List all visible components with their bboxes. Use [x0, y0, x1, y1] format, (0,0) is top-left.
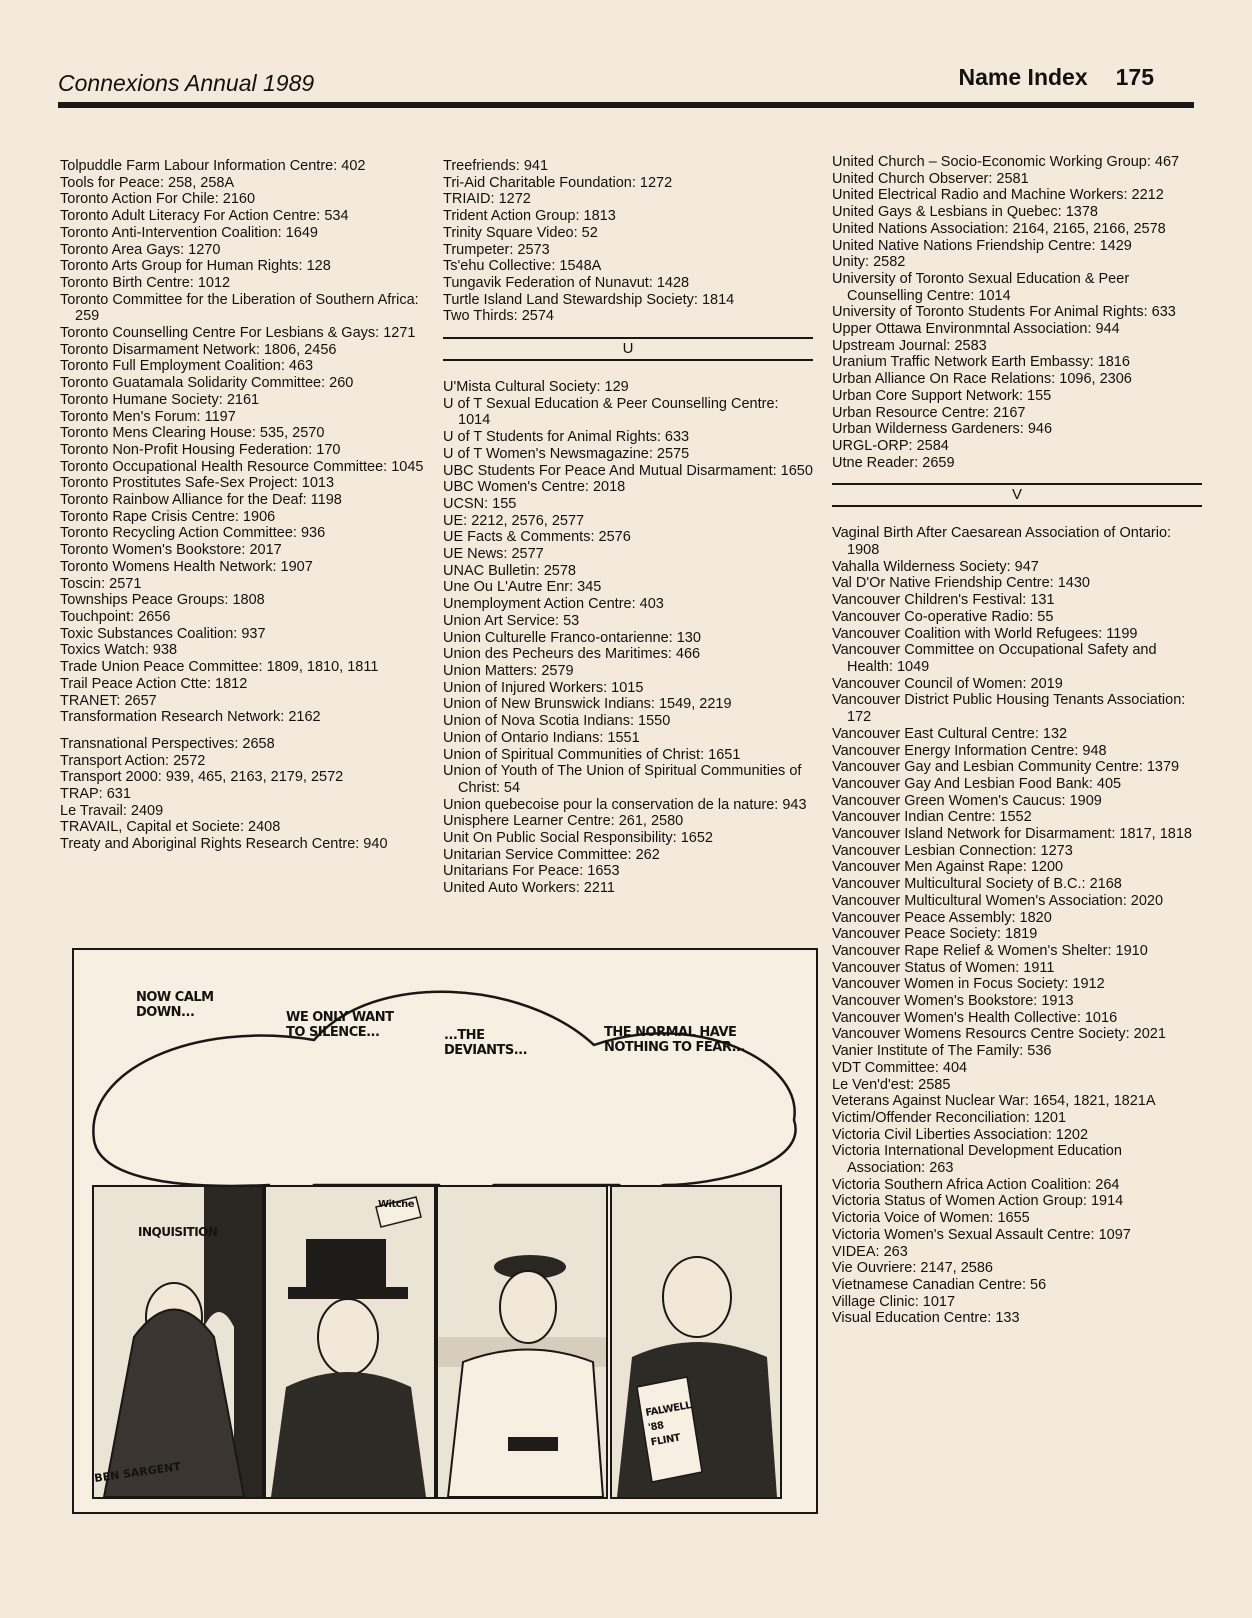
index-entry: Vancouver Women's Health Collective: 1016	[832, 1009, 1118, 1026]
index-entry: United Nations Association: 2164, 2165, 2166, 2578	[832, 220, 1166, 237]
page-number: 175	[1115, 64, 1154, 90]
index-entry: UBC Women's Centre: 2018	[443, 479, 626, 496]
index-entry: Vancouver District Public Housing Tenants Association: 172	[832, 692, 1186, 726]
index-entry: Victoria Voice of Women: 1655	[832, 1210, 1030, 1227]
index-entry: Union Culturelle Franco-ontarienne: 130	[443, 629, 701, 646]
index-entry: U of T Women's Newsmagazine: 2575	[443, 445, 690, 462]
index-entry: Union of Nova Scotia Indians: 1550	[443, 713, 671, 730]
index-entry: Vancouver Coalition with World Refugees: 1199	[832, 625, 1138, 642]
index-entry: Toronto Full Employment Coalition: 463	[60, 358, 314, 375]
index-entry: Union quebecoise pour la conservation de la nature: 943	[443, 796, 807, 813]
caption-2: WE ONLY WANT TO SILENCE...	[286, 1010, 394, 1040]
index-entry: Toronto Arts Group for Human Rights: 128	[60, 258, 331, 275]
index-entry: Vancouver Peace Society: 1819	[832, 926, 1038, 943]
index-entry: Victoria Civil Liberties Association: 1202	[832, 1126, 1089, 1143]
index-entry: Victoria Status of Women Action Group: 1914	[832, 1193, 1124, 1210]
index-entry: Urban Core Support Network: 155	[832, 387, 1052, 404]
index-entry: Vancouver Children's Festival: 131	[832, 592, 1055, 609]
index-entry: Vancouver Energy Information Centre: 948	[832, 742, 1107, 759]
index-entry: United Church – Socio-Economic Working Group: 467	[832, 154, 1180, 170]
caption-4: THE NORMAL HAVE NOTHING TO FEAR...	[604, 1025, 745, 1055]
index-entry: United Gays & Lesbians in Quebec: 1378	[832, 204, 1098, 221]
index-entry: Trumpeter: 2573	[443, 241, 550, 258]
index-entry: Transport Action: 2572	[60, 752, 206, 769]
index-entry: Unisphere Learner Centre: 261, 2580	[443, 813, 684, 830]
index-entry: Toronto Mens Clearing House: 535, 2570	[60, 425, 325, 442]
header-publication: Connexions Annual 1989	[58, 70, 315, 96]
index-entry: Toscin: 2571	[60, 575, 142, 592]
caption-1: NOW CALM DOWN...	[136, 990, 214, 1020]
cartoon-panel-puritan	[264, 1185, 436, 1499]
index-entry: UBC Students For Peace And Mutual Disarmament: 1650	[443, 462, 813, 479]
index-column-3	[832, 154, 1202, 1327]
index-entry: Treaty and Aboriginal Rights Research Centre: 940	[60, 836, 388, 853]
index-entry: Union of Injured Workers: 1015	[443, 679, 644, 696]
index-entry: Vaginal Birth After Caesarean Association of Ontario: 1908	[832, 525, 1172, 559]
index-entry: Uranium Traffic Network Earth Embassy: 1816	[832, 354, 1130, 371]
index-entry: Toronto Counselling Centre For Lesbians & Gays: 1271	[60, 325, 416, 342]
index-entry: Urban Wilderness Gardeners: 946	[832, 421, 1053, 438]
editorial-cartoon	[72, 948, 818, 1514]
index-entry: Unitarians For Peace: 1653	[443, 863, 620, 880]
index-entry: Vancouver Rape Relief & Women's Shelter: 1910	[832, 942, 1148, 959]
index-entry: Vancouver Multicultural Women's Association: 2020	[832, 892, 1164, 909]
index-entry: Toronto Anti-Intervention Coalition: 1649	[60, 224, 318, 241]
index-entry: Vancouver Status of Women: 1911	[832, 959, 1055, 976]
index-entry: Tools for Peace: 258, 258A	[60, 174, 235, 191]
index-entry: Victim/Offender Reconciliation: 1201	[832, 1109, 1067, 1126]
index-entry: Toronto Recycling Action Committee: 936	[60, 525, 326, 542]
index-entry: Two Thirds: 2574	[443, 308, 554, 325]
index-entry: Victoria Women's Sexual Assault Centre: 1097	[832, 1226, 1131, 1243]
index-entry: Le Travail: 2409	[60, 802, 164, 819]
index-entry: Vancouver Women's Bookstore: 1913	[832, 993, 1074, 1010]
index-entry: Unit On Public Social Responsibility: 1652	[443, 830, 713, 847]
index-entry: Turtle Island Land Stewardship Society: 1814	[443, 291, 735, 308]
index-entry: UE News: 2577	[443, 546, 544, 563]
index-entry: Toronto Men's Forum: 1197	[60, 408, 236, 425]
index-entry: Val D'Or Native Friendship Centre: 1430	[832, 575, 1090, 592]
index-entry: UE Facts & Comments: 2576	[443, 529, 631, 546]
cartoon-panel-preacher	[610, 1185, 782, 1499]
index-entry: Urban Alliance On Race Relations: 1096, 2306	[832, 371, 1132, 388]
index-entry: University of Toronto Sexual Education & Peer Counselling Centre: 1014	[832, 270, 1130, 304]
index-entry: Victoria Southern Africa Action Coalition: 264	[832, 1176, 1120, 1193]
entry-spacer	[60, 726, 430, 736]
index-entry: Toronto Area Gays: 1270	[60, 241, 221, 258]
index-entry: Vancouver Gay and Lesbian Community Centre: 1379	[832, 759, 1180, 776]
header-right	[959, 64, 1154, 91]
index-entry: UCSN: 155	[443, 495, 517, 512]
index-entry: TRAP: 631	[60, 786, 131, 803]
index-entry: Vancouver Women in Focus Society: 1912	[832, 976, 1105, 993]
index-entry: TRIAID: 1272	[443, 191, 531, 208]
section-letter-v: V	[832, 483, 1202, 507]
cartoon-panel-monk	[92, 1185, 264, 1499]
panel-label-inquisition: INQUISITION	[138, 1225, 218, 1239]
cartoonist-signature: BEN SARGENT	[93, 1460, 182, 1485]
index-entry: Toxic Substances Coalition: 937	[60, 625, 266, 642]
index-entry: Vancouver Men Against Rape: 1200	[832, 859, 1064, 876]
index-entry: United Church Observer: 2581	[832, 170, 1029, 187]
caption-3: ...THE DEVIANTS...	[444, 1028, 528, 1058]
index-entry: Village Clinic: 1017	[832, 1293, 956, 1310]
index-entry: Toronto Prostitutes Safe-Sex Project: 1013	[60, 475, 335, 492]
index-entry: Utne Reader: 2659	[832, 454, 955, 471]
index-entry: Union of Ontario Indians: 1551	[443, 729, 640, 746]
index-entry: Union Matters: 2579	[443, 662, 574, 679]
index-entry: Toronto Women's Bookstore: 2017	[60, 542, 282, 559]
index-entry: Union of Spiritual Communities of Christ: 1651	[443, 746, 741, 763]
index-entry: Toronto Guatamala Solidarity Committee: 260	[60, 375, 354, 392]
index-entry: Vancouver Womens Resourcs Centre Society: 2021	[832, 1026, 1166, 1043]
index-entry: Union Art Service: 53	[443, 612, 580, 629]
column-3-v-entries	[832, 525, 1202, 1327]
index-entry: United Electrical Radio and Machine Workers: 2212	[832, 187, 1164, 204]
index-entry: Trinity Square Video: 52	[443, 224, 598, 241]
index-entry: Townships Peace Groups: 1808	[60, 592, 265, 609]
panel-label-witch: Witche	[378, 1199, 415, 1210]
header-rule	[58, 102, 1194, 108]
index-entry: Toronto Womens Health Network: 1907	[60, 558, 313, 575]
index-entry: Trade Union Peace Committee: 1809, 1810, 1811	[60, 659, 379, 676]
index-entry: Vancouver Island Network for Disarmament: 1817, 1818	[832, 826, 1192, 843]
index-entry: Upper Ottawa Environmntal Association: 944	[832, 321, 1120, 338]
index-entry: Trail Peace Action Ctte: 1812	[60, 675, 248, 692]
index-entry: Unemployment Action Centre: 403	[443, 596, 664, 613]
index-entry: Toronto Disarmament Network: 1806, 2456	[60, 341, 337, 358]
index-entry: Treefriends: 941	[443, 158, 549, 174]
index-entry: Visual Education Centre: 133	[832, 1310, 1020, 1327]
column-3-u-entries	[832, 154, 1202, 471]
index-entry: Vietnamese Canadian Centre: 56	[832, 1277, 1047, 1293]
index-entry: Ts'ehu Collective: 1548A	[443, 258, 602, 275]
index-entry: TRAVAIL, Capital et Societe: 2408	[60, 819, 281, 836]
index-entry: Unity: 2582	[832, 254, 906, 271]
index-entry: U of T Students for Animal Rights: 633	[443, 429, 690, 446]
index-entry: Vancouver East Cultural Centre: 132	[832, 725, 1068, 742]
index-entry: Transport 2000: 939, 465, 2163, 2179, 2572	[60, 769, 344, 786]
index-entry: Tolpuddle Farm Labour Information Centre: 402	[60, 158, 366, 174]
index-entry: Toronto Adult Literacy For Action Centre: 534	[60, 208, 349, 225]
cartoon-panel-soldier	[436, 1185, 608, 1499]
index-entry: Toronto Rainbow Alliance for the Deaf: 1198	[60, 492, 342, 509]
index-entry: Toronto Non-Profit Housing Federation: 170	[60, 441, 341, 458]
index-entry: UNAC Bulletin: 2578	[443, 562, 576, 579]
index-entry: Toronto Action For Chile: 2160	[60, 191, 256, 208]
index-entry: Tri-Aid Charitable Foundation: 1272	[443, 174, 673, 191]
index-column-1	[60, 158, 430, 853]
index-entry: Toronto Birth Centre: 1012	[60, 274, 231, 291]
index-entry: Union of New Brunswick Indians: 1549, 2219	[443, 696, 732, 713]
index-entry: Vancouver Council of Women: 2019	[832, 675, 1063, 692]
index-entry: Veterans Against Nuclear War: 1654, 1821, 1821A	[832, 1093, 1156, 1110]
index-entry: Toxics Watch: 938	[60, 642, 178, 659]
index-entry: Vancouver Lesbian Connection: 1273	[832, 842, 1073, 859]
index-entry: U'Mista Cultural Society: 129	[443, 379, 629, 396]
index-entry: Urban Resource Centre: 2167	[832, 404, 1026, 421]
column-2-u-entries	[443, 379, 813, 897]
index-entry: Trident Action Group: 1813	[443, 208, 616, 225]
index-entry: VDT Committee: 404	[832, 1059, 968, 1076]
index-entry: Vancouver Multicultural Society of B.C.: 2168	[832, 876, 1122, 893]
index-entry: Vanier Institute of The Family: 536	[832, 1043, 1052, 1060]
index-entry: Toronto Rape Crisis Centre: 1906	[60, 508, 276, 525]
index-entry: Vancouver Peace Assembly: 1820	[832, 909, 1052, 926]
index-entry: Unitarian Service Committee: 262	[443, 846, 660, 863]
index-entry: VIDEA: 263	[832, 1243, 908, 1260]
index-entry: Union des Pecheurs des Maritimes: 466	[443, 646, 701, 663]
index-entry: TRANET: 2657	[60, 692, 157, 709]
index-entry: Vahalla Wilderness Society: 947	[832, 558, 1039, 575]
section-title: Name Index	[958, 64, 1088, 90]
index-entry: URGL-ORP: 2584	[832, 437, 949, 454]
panel-label-falwell-sign: FALWELL '88 FLINT	[644, 1400, 693, 1449]
index-entry: Vancouver Green Women's Caucus: 1909	[832, 792, 1102, 809]
column-2-t-entries	[443, 158, 813, 325]
index-entry: Le Ven'd'est: 2585	[832, 1076, 951, 1093]
index-entry: Victoria International Development Education Association: 263	[832, 1143, 1122, 1177]
index-entry: Toronto Humane Society: 2161	[60, 391, 260, 408]
index-entry: U of T Sexual Education & Peer Counselling Centre: 1014	[443, 395, 779, 429]
index-entry: Transnational Perspectives: 2658	[60, 735, 275, 752]
index-entry: United Auto Workers: 2211	[443, 880, 615, 897]
index-entry: Tungavik Federation of Nunavut: 1428	[443, 274, 690, 291]
index-entry: Vancouver Gay And Lesbian Food Bank: 405	[832, 775, 1122, 792]
index-entry: Touchpoint: 2656	[60, 608, 171, 625]
index-entry: Vancouver Committee on Occupational Safety and Health: 1049	[832, 642, 1157, 675]
index-entry: UE: 2212, 2576, 2577	[443, 512, 585, 529]
index-entry: Toronto Occupational Health Resource Committee: 1045	[60, 458, 424, 475]
index-entry: Transformation Research Network: 2162	[60, 709, 321, 726]
index-entry: Vancouver Indian Centre: 1552	[832, 809, 1032, 826]
index-entry: Vancouver Co-operative Radio: 55	[832, 608, 1054, 625]
index-entry: Upstream Journal: 2583	[832, 337, 987, 354]
index-entry: Union of Youth of The Union of Spiritual Communities of Christ: 54	[443, 763, 802, 796]
index-entry: Toronto Committee for the Liberation of Southern Africa: 259	[60, 291, 419, 325]
index-entry: University of Toronto Students For Animal Rights: 633	[832, 304, 1176, 321]
index-entry: Une Ou L'Autre Enr: 345	[443, 579, 602, 596]
index-column-2	[443, 158, 813, 897]
index-entry: United Native Nations Friendship Centre: 1429	[832, 237, 1132, 254]
index-entry: Vie Ouvriere: 2147, 2586	[832, 1260, 993, 1277]
section-letter-u: U	[443, 337, 813, 361]
